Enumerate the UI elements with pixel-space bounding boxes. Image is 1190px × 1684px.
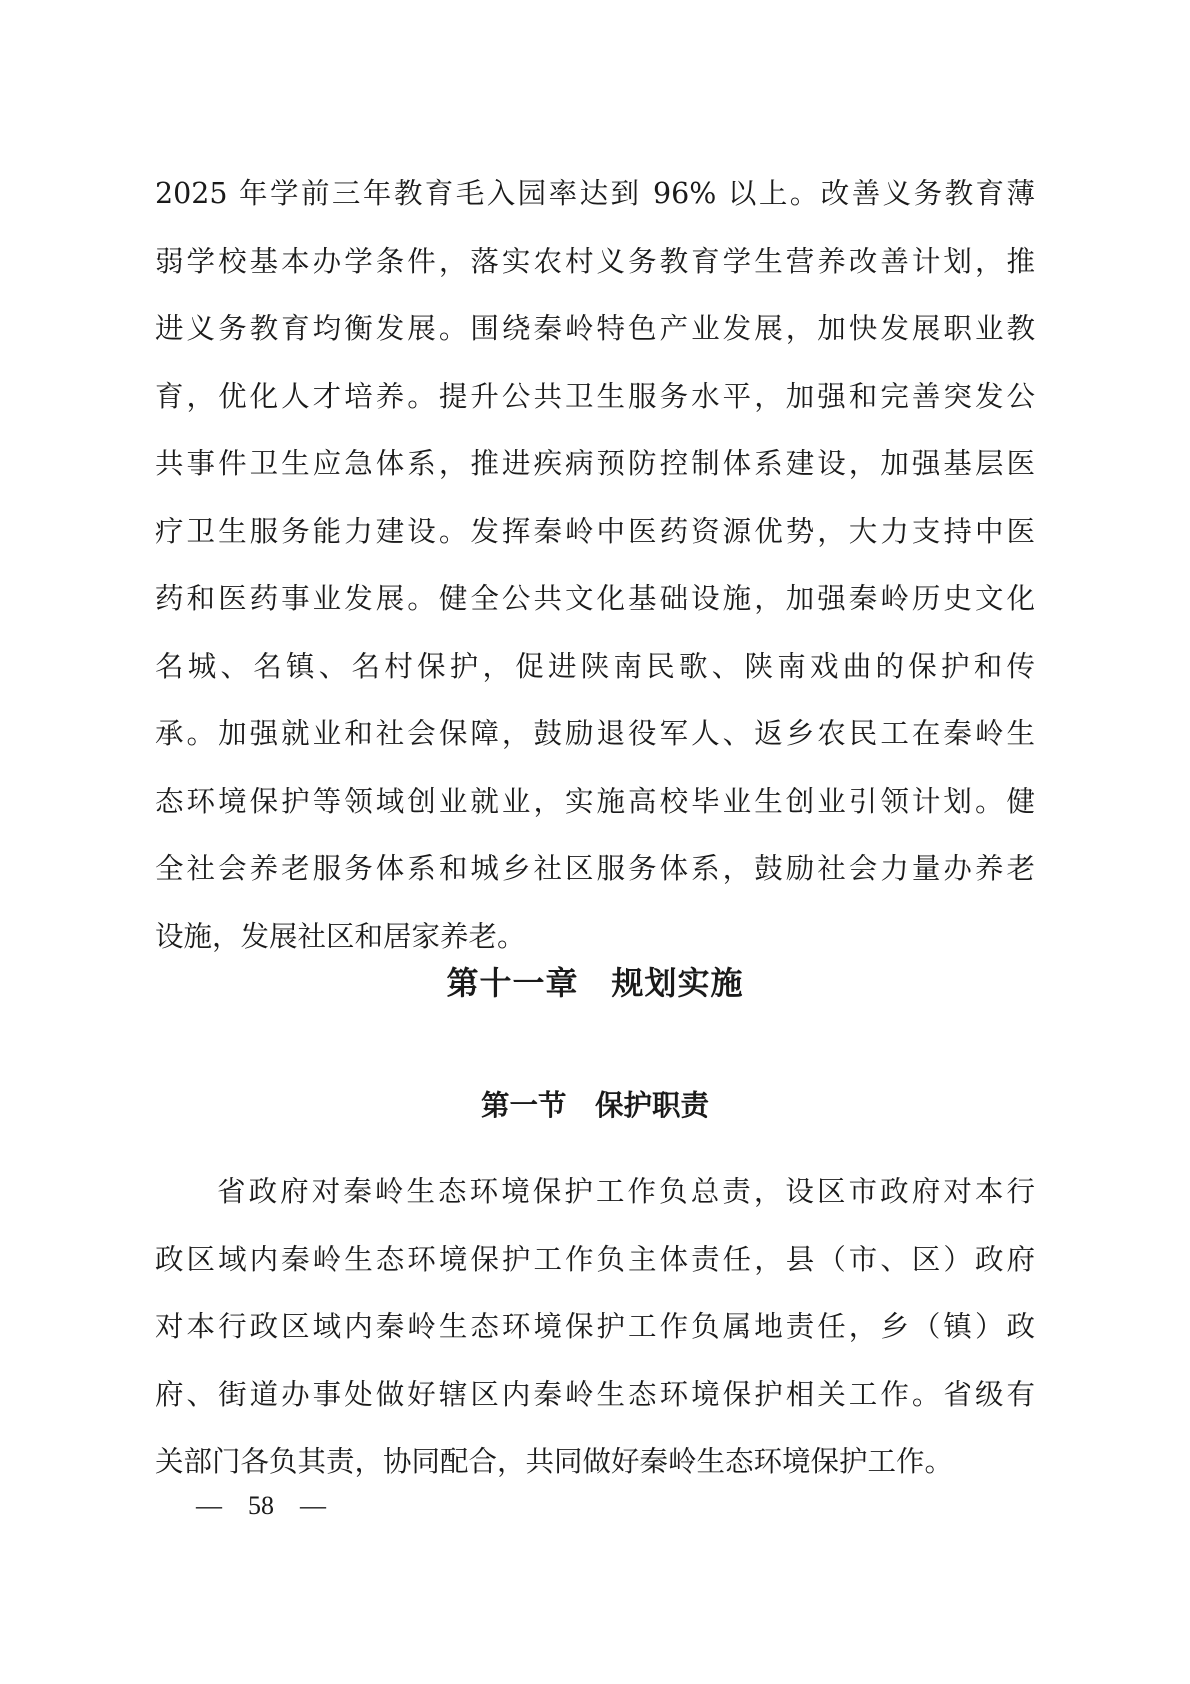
paragraph-line: 进义务教育均衡发展。围绕秦岭特色产业发展，加快发展职业教 <box>155 312 1035 345</box>
paragraph-line: 共事件卫生应急体系，推进疾病预防控制体系建设，加强基层医 <box>155 447 1035 480</box>
paragraph-line: 弱学校基本办学条件，落实农村义务教育学生营养改善计划，推 <box>155 244 1035 278</box>
paragraph-line: 名城、名镇、名村保护，促进陕南民歌、陕南戏曲的保护和传 <box>155 649 1035 683</box>
paragraph-line: 关部门各负其责，协同配合，共同做好秦岭生态环境保护工作。 <box>155 1445 954 1478</box>
section-title: 第一节 保护职责 <box>480 1089 709 1122</box>
paragraph-line: 对本行政区域内秦岭生态环境保护工作负属地责任，乡（镇）政 <box>155 1310 1035 1343</box>
chapter-title: 第十一章 规划实施 <box>446 964 744 1002</box>
paragraph-line: 承。加强就业和社会保障，鼓励退役军人、返乡农民工在秦岭生 <box>155 717 1035 750</box>
paragraph-line: 育，优化人才培养。提升公共卫生服务水平，加强和完善突发公 <box>155 379 1035 413</box>
body-paragraph <box>155 1158 1035 1496</box>
paragraph-line: 2025 年学前三年教育毛入园率达到 96% 以上。改善义务教育薄 <box>155 177 1035 210</box>
paragraph-line: 省政府对秦岭生态环境保护工作负总责，设区市政府对本行 <box>217 1175 1035 1208</box>
body-paragraph <box>155 160 1035 970</box>
paragraph-line: 政区域内秦岭生态环境保护工作负主体责任，县（市、区）政府 <box>155 1242 1035 1276</box>
paragraph-line: 全社会养老服务体系和城乡社区服务体系，鼓励社会力量办养老 <box>155 852 1035 885</box>
paragraph-line: 药和医药事业发展。健全公共文化基础设施，加强秦岭历史文化 <box>155 582 1035 615</box>
page-number: — 58 — <box>196 1491 327 1520</box>
paragraph-line: 疗卫生服务能力建设。发挥秦岭中医药资源优势，大力支持中医 <box>155 514 1035 548</box>
paragraph-line: 态环境保护等领域创业就业，实施高校毕业生创业引领计划。健 <box>155 784 1035 818</box>
paragraph-line: 设施，发展社区和居家养老。 <box>155 919 526 953</box>
paragraph-line: 府、街道办事处做好辖区内秦岭生态环境保护相关工作。省级有 <box>155 1377 1035 1411</box>
